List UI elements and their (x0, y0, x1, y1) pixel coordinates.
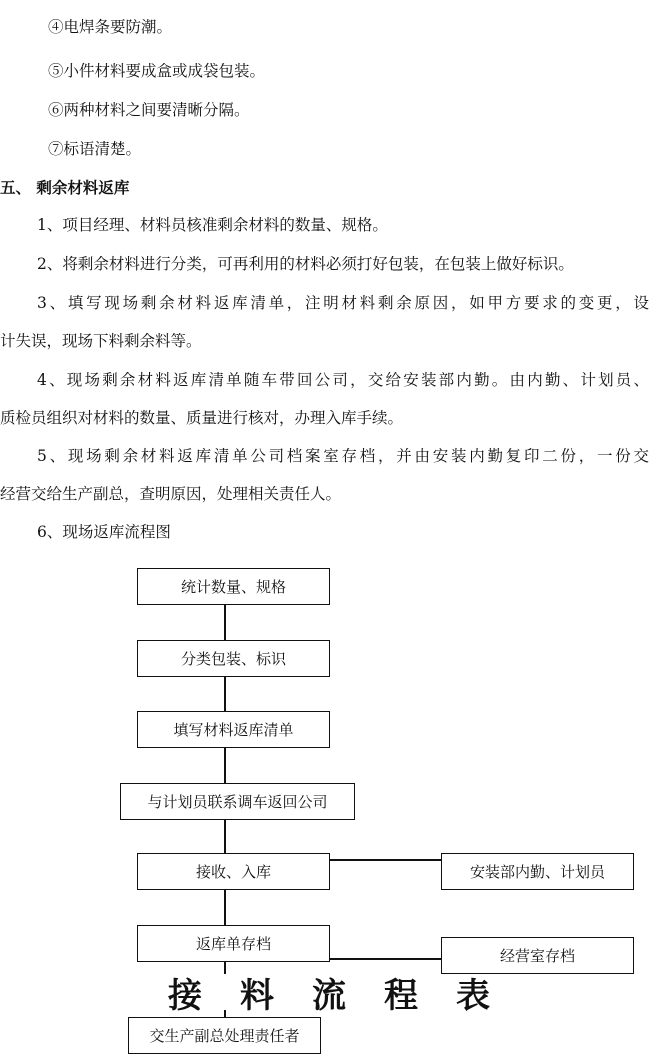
flow-step-count: 统计数量、规格 (137, 568, 330, 605)
paragraph-3-line-1: 3、填写现场剩余材料返库清单，注明材料剩余原因，如甲方要求的变更，设 (37, 294, 649, 312)
flow-step-fill-list: 填写材料返库清单 (137, 711, 330, 748)
flow-side-archive-office: 经营室存档 (441, 937, 634, 974)
footer-title: 接料流程表 (168, 976, 528, 1016)
section-heading: 五、 剩余材料返库 (0, 178, 130, 197)
paragraph-5-line-2: 经营交给生产副总，查明原因，处理相关责任人。 (0, 485, 342, 503)
list-item-4: ④电焊条要防潮。 (48, 18, 173, 36)
flow-connector-side-1 (329, 859, 442, 861)
paragraph-5-line-1: 5、现场剩余材料返库清单公司档案室存档，并由安装内勤复印二份，一份交 (37, 447, 649, 465)
paragraph-4-line-2: 质检员组织对材料的数量、质量进行核对，办理入库手续。 (0, 409, 404, 427)
list-item-7: ⑦标语清楚。 (48, 140, 142, 158)
flow-step-archive: 返库单存档 (137, 925, 330, 962)
paragraph-1: 1、项目经理、材料员核准剩余材料的数量、规格。 (37, 216, 388, 234)
paragraph-2: 2、将剩余材料进行分类，可再利用的材料必须打好包装，在包装上做好标识。 (37, 255, 574, 273)
list-item-6: ⑥两种材料之间要清晰分隔。 (48, 101, 250, 119)
paragraph-3-line-2: 计失误，现场下料剩余料等。 (0, 332, 202, 350)
paragraph-6: 6、现场返库流程图 (37, 523, 171, 541)
paragraph-4-line-1: 4、现场剩余材料返库清单随车带回公司，交给安装部内勤。由内勤、计划员、 (37, 371, 649, 389)
flow-step-responsible: 交生产副总处理责任者 (128, 1017, 321, 1054)
flow-step-contact: 与计划员联系调车返回公司 (120, 783, 355, 820)
flow-step-receive: 接收、入库 (137, 853, 330, 890)
list-item-5: ⑤小件材料要成盒或成袋包装。 (48, 62, 266, 80)
flow-connector-side-2 (329, 958, 442, 960)
flow-step-sort: 分类包装、标识 (137, 640, 330, 677)
flow-side-staff: 安装部内勤、计划员 (441, 853, 634, 890)
